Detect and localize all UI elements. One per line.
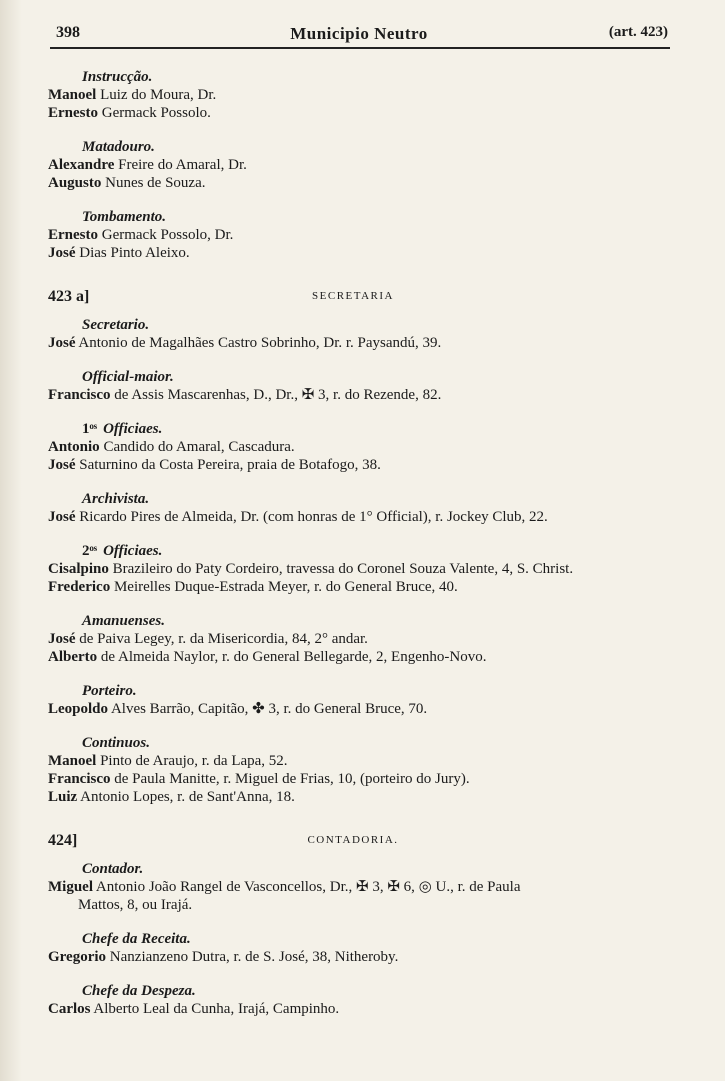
entry-line: Augusto Nunes de Souza. <box>48 175 206 191</box>
header-rule <box>50 47 670 49</box>
entry-title: Secretario. <box>82 317 150 333</box>
entry-line: Luiz Antonio Lopes, r. de Sant'Anna, 18. <box>48 789 295 805</box>
section-secretaria-header <box>48 288 688 308</box>
page-number: 398 <box>56 24 80 41</box>
entry-title: Matadouro. <box>82 139 155 155</box>
entry-porteiro <box>48 682 688 718</box>
entry-line: José Saturnino da Costa Pereira, praia de Botafogo, 38. <box>48 457 381 473</box>
entry-line: José Dias Pinto Aleixo. <box>48 245 190 261</box>
entry-title: Archivista. <box>82 491 150 507</box>
entry-title: Chefe da Despeza. <box>82 983 196 999</box>
entry-line: Ernesto Germack Possolo. <box>48 105 211 121</box>
entry-line: Miguel Antonio João Rangel de Vasconcellos, Dr., ✠ 3, ✠ 6, ◎ U., r. de Paula <box>48 879 521 895</box>
section-name: CONTADORIA. <box>307 834 399 846</box>
entry-title: 2ᵒˢ Officiaes. <box>82 543 163 559</box>
entry-title: Amanuenses. <box>82 613 165 629</box>
entry-line-continuation: Mattos, 8, ou Irajá. <box>78 897 193 913</box>
entry-title: Continuos. <box>82 735 150 751</box>
entry-line: Francisco de Paula Manitte, r. Miguel de Frias, 10, (porteiro do Jury). <box>48 771 470 787</box>
entry-line: Manoel Luiz do Moura, Dr. <box>48 87 217 103</box>
entry-line: Ernesto Germack Possolo, Dr. <box>48 227 234 243</box>
article-reference: (art. 423) <box>608 24 668 40</box>
entry-continuos <box>48 734 688 806</box>
page-title: Municipio Neutro <box>290 24 428 43</box>
entry-matadouro <box>48 138 688 192</box>
entry-chefe-despeza <box>48 982 688 1018</box>
entry-line: Antonio Candido do Amaral, Cascadura. <box>48 439 295 455</box>
entry-chefe-receita <box>48 930 688 966</box>
entry-ordinal: 2ᵒˢ <box>82 543 98 559</box>
section-contadoria-header <box>48 832 688 852</box>
entry-tombamento <box>48 208 688 262</box>
entry-line: José Antonio de Magalhães Castro Sobrinho, Dr. r. Paysandú, 39. <box>48 335 442 351</box>
entry-line: Alexandre Freire do Amaral, Dr. <box>48 157 247 173</box>
entry-line: Manoel Pinto de Araujo, r. da Lapa, 52. <box>48 753 288 769</box>
section-name: SECRETARIA <box>312 290 394 302</box>
entry-title: Tombamento. <box>82 209 167 225</box>
entry-title: Instrucção. <box>82 69 153 85</box>
entry-line: José de Paiva Legey, r. da Misericordia, 84, 2° andar. <box>48 631 368 647</box>
entry-official-maior <box>48 368 688 404</box>
entry-contador <box>48 860 688 914</box>
entry-line: Francisco de Assis Mascarenhas, D., Dr., ✠ 3, r. do Rezende, 82. <box>48 387 442 403</box>
entry-line: Alberto de Almeida Naylor, r. do General Bellegarde, 2, Engenho-Novo. <box>48 649 487 665</box>
entry-segundos-officiaes <box>48 542 688 596</box>
entry-line: Frederico Meirelles Duque-Estrada Meyer, r. do General Bruce, 40. <box>48 579 458 595</box>
entry-title: Chefe da Receita. <box>82 931 191 947</box>
entry-line: Gregorio Nanzianzeno Dutra, r. de S. José, 38, Nitheroby. <box>48 949 399 965</box>
entry-title: Porteiro. <box>82 683 137 699</box>
entry-secretario <box>48 316 688 352</box>
section-number: 424] <box>48 832 78 849</box>
entry-instruccao <box>48 68 688 122</box>
entry-title: 1ᵒˢ Officiaes. <box>82 421 163 437</box>
entry-title: Official-maior. <box>82 369 174 385</box>
entry-primeiros-officiaes <box>48 420 688 474</box>
page-edge <box>0 0 22 1081</box>
entry-line: Cisalpino Brazileiro do Paty Cordeiro, travessa do Coronel Souza Valente, 4, S. Christ. <box>48 561 574 577</box>
entry-amanuenses <box>48 612 688 666</box>
page-header <box>50 24 668 48</box>
page-content <box>48 68 688 1034</box>
entry-ordinal: 1ᵒˢ <box>82 421 98 437</box>
entry-line: Carlos Alberto Leal da Cunha, Irajá, Campinho. <box>48 1001 340 1017</box>
section-number: 423 a] <box>48 288 90 305</box>
entry-line: José Ricardo Pires de Almeida, Dr. (com honras de 1° Official), r. Jockey Club, 22. <box>48 509 548 525</box>
entry-title: Contador. <box>82 861 144 877</box>
entry-archivista <box>48 490 688 526</box>
entry-line: Leopoldo Alves Barrão, Capitão, ✤ 3, r. do General Bruce, 70. <box>48 701 428 717</box>
